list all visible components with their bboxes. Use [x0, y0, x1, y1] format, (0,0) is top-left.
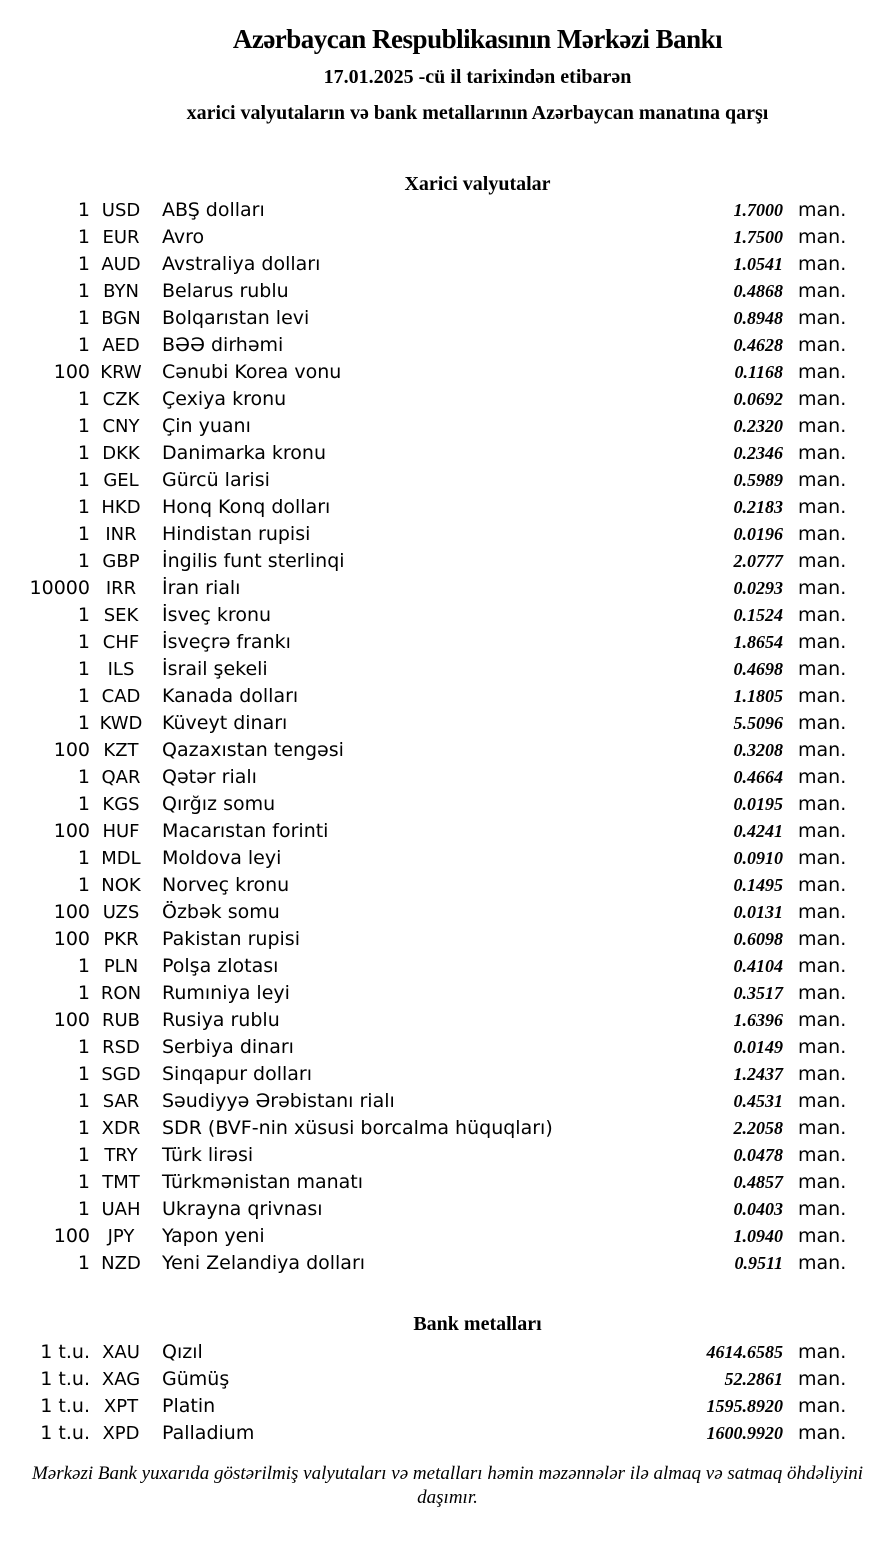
metal-rate-row [0, 1339, 895, 1366]
currency-name-cell: Honq Konq dolları [162, 496, 331, 518]
metal-name-cell: Qızıl [162, 1341, 203, 1363]
currency-rate-row [0, 872, 895, 899]
currency-rate-row [0, 575, 895, 602]
currency-code-cell: KRW [100, 362, 142, 383]
currency-code-cell: RON [100, 983, 142, 1004]
rate-value-cell: 0.0293 [733, 578, 783, 598]
currency-code-cell: USD [101, 200, 141, 221]
rate-value-cell: 0.2320 [733, 416, 783, 436]
currency-rate-row [0, 386, 895, 413]
currency-rate-row [0, 926, 895, 953]
unit-cell: man. [798, 496, 847, 518]
quantity-cell: 1 [77, 388, 90, 410]
currency-rate-row [0, 1088, 895, 1115]
rate-value-cell: 0.4104 [733, 956, 783, 976]
currency-rate-row [0, 656, 895, 683]
metal-rate-row [0, 1420, 895, 1447]
section-title-foreign-currencies: Xarici valyutalar [404, 173, 551, 195]
currency-rate-row [0, 629, 895, 656]
currency-rate-row [0, 980, 895, 1007]
currency-code-cell: NZD [101, 1253, 141, 1274]
unit-cell: man. [798, 604, 847, 626]
unit-cell: man. [798, 631, 847, 653]
rate-value-cell: 1.2437 [733, 1064, 783, 1084]
rate-value-cell: 0.0195 [733, 794, 783, 814]
rate-value-cell: 0.5989 [733, 470, 783, 490]
currency-rate-row [0, 737, 895, 764]
currency-name-cell: Çexiya kronu [162, 388, 287, 410]
unit-cell: man. [798, 1036, 847, 1058]
rate-value-cell: 4614.6585 [706, 1342, 783, 1362]
currency-name-cell: Rusiya rublu [162, 1009, 280, 1031]
quantity-cell: 1 [77, 334, 90, 356]
unit-cell: man. [798, 253, 847, 275]
currency-code-cell: TMT [102, 1172, 140, 1193]
quantity-cell: 1 [77, 955, 90, 977]
rate-value-cell: 0.4698 [733, 659, 783, 679]
quantity-cell: 1 [77, 766, 90, 788]
unit-cell: man. [798, 658, 847, 680]
currency-rate-row [0, 494, 895, 521]
quantity-cell: 1 [77, 253, 90, 275]
effective-date-line: 17.01.2025 -cü il tarixindən etibarən [323, 66, 632, 88]
unit-cell: man. [798, 820, 847, 842]
rate-value-cell: 0.4628 [733, 335, 783, 355]
currency-rate-row [0, 305, 895, 332]
currency-code-cell: KZT [103, 740, 139, 761]
currency-name-cell: Avstraliya dolları [162, 253, 321, 275]
section-title-bank-metals: Bank metalları [413, 1313, 542, 1335]
quantity-cell: 1 [77, 1252, 90, 1274]
currency-name-cell: Cənubi Korea vonu [162, 361, 342, 383]
currency-rate-row [0, 1169, 895, 1196]
currency-name-cell: İran rialı [162, 577, 241, 599]
currency-code-cell: QAR [101, 767, 141, 788]
currency-code-cell: UAH [101, 1199, 141, 1220]
quantity-cell: 1 [77, 982, 90, 1004]
currency-rate-row [0, 683, 895, 710]
quantity-cell: 1 [77, 496, 90, 518]
quantity-cell: 1 [77, 604, 90, 626]
metal-code-cell: XPT [103, 1396, 139, 1417]
quantity-cell: 1 [77, 523, 90, 545]
currency-rate-row [0, 818, 895, 845]
currency-code-cell: NOK [101, 875, 141, 896]
rate-value-cell: 1.0940 [733, 1226, 783, 1246]
quantity-cell: 1 [77, 1171, 90, 1193]
currency-name-cell: Türkmənistan manatı [162, 1171, 364, 1193]
currency-rate-row [0, 521, 895, 548]
currency-code-cell: CHF [102, 632, 140, 653]
unit-cell: man. [798, 442, 847, 464]
currency-code-cell: INR [105, 524, 137, 545]
currency-name-cell: Moldova leyi [162, 847, 282, 869]
rate-value-cell: 0.4868 [733, 281, 783, 301]
unit-cell: man. [798, 550, 847, 572]
currency-name-cell: Gürcü larisi [162, 469, 270, 491]
unit-cell: man. [798, 1252, 847, 1274]
currency-code-cell: DKK [102, 443, 140, 464]
unit-cell: man. [798, 955, 847, 977]
unit-cell: man. [798, 577, 847, 599]
rate-value-cell: 1.8654 [733, 632, 783, 652]
currency-name-cell: İsveç kronu [162, 604, 272, 626]
currency-rate-row [0, 602, 895, 629]
currency-rate-row [0, 1196, 895, 1223]
quantity-cell: 1 t.u. [40, 1368, 90, 1390]
rate-value-cell: 0.3517 [733, 983, 783, 1003]
rate-value-cell: 1.7000 [733, 200, 783, 220]
unit-cell: man. [798, 1090, 847, 1112]
currency-rate-row [0, 1223, 895, 1250]
currency-code-cell: IRR [105, 578, 137, 599]
currency-rate-row [0, 440, 895, 467]
quantity-cell: 1 [77, 550, 90, 572]
currency-code-cell: BYN [103, 281, 139, 302]
currency-rate-row [0, 710, 895, 737]
currency-rate-row [0, 1007, 895, 1034]
currency-code-cell: CAD [101, 686, 141, 707]
currency-code-cell: KWD [99, 713, 143, 734]
currency-code-cell: RSD [102, 1037, 140, 1058]
currency-code-cell: UZS [102, 902, 140, 923]
currency-rate-row [0, 359, 895, 386]
currency-name-cell: İsrail şekeli [162, 658, 268, 680]
rate-value-cell: 1.6396 [733, 1010, 783, 1030]
currency-name-cell: Belarus rublu [162, 280, 289, 302]
quantity-cell: 1 [77, 685, 90, 707]
rate-value-cell: 1.0541 [733, 254, 783, 274]
rate-value-cell: 0.0403 [733, 1199, 783, 1219]
currency-code-cell: ILS [107, 659, 135, 680]
currency-name-cell: Danimarka kronu [162, 442, 327, 464]
rate-value-cell: 0.2183 [733, 497, 783, 517]
currency-name-cell: ABŞ dolları [162, 199, 265, 221]
currency-rate-row [0, 764, 895, 791]
document-subtitle: xarici valyutaların və bank metallarının Azərbaycan manatına qarşı [186, 102, 769, 124]
currency-rate-row [0, 1250, 895, 1277]
currency-rate-row [0, 791, 895, 818]
currency-code-cell: KGS [102, 794, 140, 815]
quantity-cell: 1 [77, 712, 90, 734]
currency-name-cell: Bolqarıstan levi [162, 307, 310, 329]
quantity-cell: 1 [77, 442, 90, 464]
currency-name-cell: Rumıniya leyi [162, 982, 290, 1004]
quantity-cell: 1 [77, 1090, 90, 1112]
metal-name-cell: Platin [162, 1395, 216, 1417]
rate-value-cell: 0.0149 [733, 1037, 783, 1057]
rate-value-cell: 0.0131 [733, 902, 783, 922]
rate-value-cell: 0.4857 [733, 1172, 783, 1192]
currency-name-cell: Serbiya dinarı [162, 1036, 294, 1058]
currency-rate-row [0, 197, 895, 224]
currency-code-cell: GEL [103, 470, 139, 491]
unit-cell: man. [798, 1009, 847, 1031]
quantity-cell: 100 [53, 1225, 90, 1247]
unit-cell: man. [798, 712, 847, 734]
rate-value-cell: 0.3208 [733, 740, 783, 760]
currency-name-cell: Qətər rialı [162, 766, 257, 788]
currency-code-cell: MDL [101, 848, 141, 869]
metal-rate-row [0, 1393, 895, 1420]
unit-cell: man. [798, 874, 847, 896]
quantity-cell: 1 [77, 658, 90, 680]
unit-cell: man. [798, 280, 847, 302]
currency-code-cell: XDR [101, 1118, 141, 1139]
metal-rate-row [0, 1366, 895, 1393]
currency-code-cell: JPY [107, 1226, 135, 1247]
currency-name-cell: BƏƏ dirhəmi [162, 334, 284, 356]
currency-name-cell: Yapon yeni [162, 1225, 265, 1247]
rate-value-cell: 5.5096 [733, 713, 783, 733]
quantity-cell: 100 [53, 901, 90, 923]
unit-cell: man. [798, 685, 847, 707]
quantity-cell: 100 [53, 739, 90, 761]
rate-value-cell: 0.0478 [733, 1145, 783, 1165]
metal-name-cell: Palladium [162, 1422, 255, 1444]
rate-value-cell: 0.0196 [733, 524, 783, 544]
rate-value-cell: 1600.9920 [706, 1423, 783, 1443]
currency-code-cell: SEK [103, 605, 139, 626]
currency-rate-row [0, 413, 895, 440]
rate-value-cell: 1595.8920 [706, 1396, 783, 1416]
currency-rate-row [0, 899, 895, 926]
rate-value-cell: 0.2346 [733, 443, 783, 463]
currency-name-cell: Qırğız somu [162, 793, 276, 815]
currency-name-cell: Macarıstan forinti [162, 820, 329, 842]
currency-code-cell: HUF [102, 821, 140, 842]
quantity-cell: 1 [77, 631, 90, 653]
quantity-cell: 1 [77, 847, 90, 869]
rate-value-cell: 2.2058 [733, 1118, 783, 1138]
quantity-cell: 1 [77, 874, 90, 896]
currency-code-cell: SGD [101, 1064, 141, 1085]
currency-name-cell: Ukrayna qrivnası [162, 1198, 323, 1220]
unit-cell: man. [798, 766, 847, 788]
quantity-cell: 10000 [29, 577, 90, 599]
quantity-cell: 100 [53, 1009, 90, 1031]
currency-name-cell: Polşa zlotası [162, 955, 279, 977]
currency-code-cell: GBP [102, 551, 140, 572]
quantity-cell: 1 [77, 793, 90, 815]
rate-value-cell: 52.2861 [724, 1369, 783, 1389]
unit-cell: man. [798, 361, 847, 383]
unit-cell: man. [798, 1395, 847, 1417]
currency-code-cell: BGN [101, 308, 141, 329]
currency-rate-row [0, 1115, 895, 1142]
currency-rate-row [0, 278, 895, 305]
rate-value-cell: 2.0777 [733, 551, 783, 571]
unit-cell: man. [798, 1422, 847, 1444]
currency-rate-row [0, 1061, 895, 1088]
currency-rate-row [0, 845, 895, 872]
currency-name-cell: Hindistan rupisi [162, 523, 311, 545]
currency-name-cell: Yeni Zelandiya dolları [162, 1252, 366, 1274]
unit-cell: man. [798, 1225, 847, 1247]
currency-rate-row [0, 332, 895, 359]
quantity-cell: 1 [77, 199, 90, 221]
unit-cell: man. [798, 388, 847, 410]
currency-name-cell: Sinqapur dolları [162, 1063, 313, 1085]
currency-name-cell: Türk lirəsi [162, 1144, 254, 1166]
quantity-cell: 1 [77, 1117, 90, 1139]
unit-cell: man. [798, 1341, 847, 1363]
unit-cell: man. [798, 901, 847, 923]
unit-cell: man. [798, 307, 847, 329]
unit-cell: man. [798, 793, 847, 815]
currency-name-cell: İsveçrə frankı [162, 631, 291, 653]
currency-name-cell: Kanada dolları [162, 685, 299, 707]
unit-cell: man. [798, 1198, 847, 1220]
footer-note: Mərkəzi Bank yuxarıda göstərilmiş valyutaları və metalları həmin məzənnələr ilə almaq və satmaq öhdəliyini daşımır. [31, 1463, 864, 1508]
quantity-cell: 100 [53, 361, 90, 383]
quantity-cell: 1 [77, 307, 90, 329]
unit-cell: man. [798, 1144, 847, 1166]
currency-name-cell: Avro [162, 226, 205, 248]
currency-rate-row [0, 1142, 895, 1169]
metal-code-cell: XAU [102, 1342, 140, 1363]
currency-code-cell: CNY [102, 416, 140, 437]
currency-rate-row [0, 953, 895, 980]
rate-value-cell: 0.4241 [733, 821, 783, 841]
currency-code-cell: EUR [102, 227, 140, 248]
unit-cell: man. [798, 469, 847, 491]
unit-cell: man. [798, 199, 847, 221]
rate-value-cell: 0.1495 [733, 875, 783, 895]
quantity-cell: 1 [77, 1144, 90, 1166]
currency-code-cell: CZK [102, 389, 140, 410]
rate-value-cell: 0.9511 [734, 1253, 783, 1273]
metal-code-cell: XPD [102, 1423, 140, 1444]
unit-cell: man. [798, 415, 847, 437]
unit-cell: man. [798, 1171, 847, 1193]
unit-cell: man. [798, 739, 847, 761]
unit-cell: man. [798, 334, 847, 356]
rate-value-cell: 0.4531 [733, 1091, 783, 1111]
metal-code-cell: XAG [101, 1369, 141, 1390]
quantity-cell: 1 [77, 226, 90, 248]
quantity-cell: 1 t.u. [40, 1422, 90, 1444]
page-title: Azərbaycan Respublikasının Mərkəzi Bankı [232, 24, 723, 54]
currency-name-cell: Özbək somu [162, 901, 280, 923]
currency-code-cell: TRY [104, 1145, 138, 1166]
currency-code-cell: PLN [103, 956, 139, 977]
currency-name-cell: Çin yuanı [162, 415, 251, 437]
currency-rate-row [0, 1034, 895, 1061]
rate-value-cell: 1.1805 [733, 686, 783, 706]
metal-name-cell: Gümüş [162, 1368, 230, 1390]
currency-name-cell: Səudiyyə Ərəbistanı rialı [162, 1090, 395, 1112]
quantity-cell: 1 [77, 280, 90, 302]
unit-cell: man. [798, 1063, 847, 1085]
document-header [60, 24, 895, 125]
currency-rate-row [0, 467, 895, 494]
unit-cell: man. [798, 523, 847, 545]
quantity-cell: 1 [77, 469, 90, 491]
currency-name-cell: SDR (BVF-nin xüsusi borcalma hüquqları) [162, 1117, 553, 1139]
currency-name-cell: Qazaxıstan tengəsi [162, 739, 344, 761]
unit-cell: man. [798, 928, 847, 950]
currency-code-cell: PKR [103, 929, 139, 950]
currency-code-cell: SAR [102, 1091, 140, 1112]
unit-cell: man. [798, 226, 847, 248]
currency-name-cell: Küveyt dinarı [162, 712, 288, 734]
currency-code-cell: RUB [101, 1010, 141, 1031]
currency-rate-row [0, 548, 895, 575]
unit-cell: man. [798, 1368, 847, 1390]
metals-table [0, 1339, 895, 1447]
quantity-cell: 100 [53, 820, 90, 842]
rate-value-cell: 0.1524 [733, 605, 783, 625]
quantity-cell: 1 [77, 1198, 90, 1220]
quantity-cell: 1 t.u. [40, 1395, 90, 1417]
rate-value-cell: 0.1168 [734, 362, 783, 382]
rate-value-cell: 1.7500 [733, 227, 783, 247]
rate-value-cell: 0.0910 [733, 848, 783, 868]
currencies-table [0, 197, 895, 1277]
currency-rate-row [0, 224, 895, 251]
rate-value-cell: 0.8948 [733, 308, 783, 328]
unit-cell: man. [798, 982, 847, 1004]
quantity-cell: 1 [77, 1036, 90, 1058]
rate-value-cell: 0.4664 [733, 767, 783, 787]
currency-rate-row [0, 251, 895, 278]
currency-name-cell: Norveç kronu [162, 874, 290, 896]
quantity-cell: 1 [77, 1063, 90, 1085]
currency-name-cell: İngilis funt sterlinqi [162, 550, 345, 572]
currency-code-cell: AUD [101, 254, 141, 275]
rate-value-cell: 0.6098 [733, 929, 783, 949]
quantity-cell: 1 [77, 415, 90, 437]
currency-code-cell: HKD [101, 497, 141, 518]
unit-cell: man. [798, 1117, 847, 1139]
currency-name-cell: Pakistan rupisi [162, 928, 300, 950]
quantity-cell: 1 t.u. [40, 1341, 90, 1363]
currency-code-cell: AED [102, 335, 140, 356]
unit-cell: man. [798, 847, 847, 869]
quantity-cell: 100 [53, 928, 90, 950]
rate-value-cell: 0.0692 [733, 389, 783, 409]
